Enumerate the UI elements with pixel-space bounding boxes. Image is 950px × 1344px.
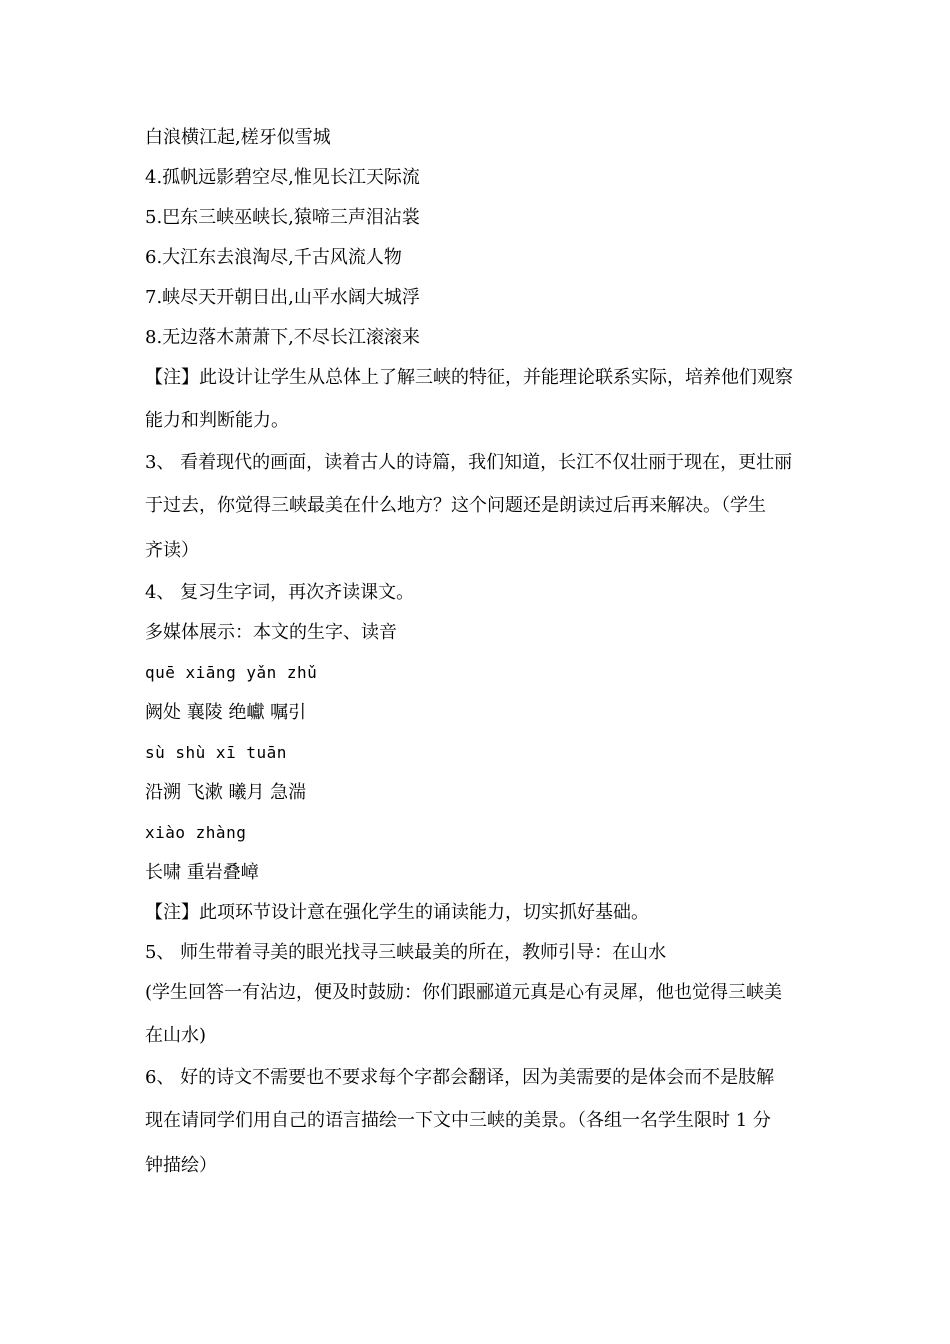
item-6-row-3: 钟描绘） <box>145 1155 217 1176</box>
poem-line-3: 5.巴东三峡巫峡长,猿啼三声泪沾裳 <box>145 207 420 228</box>
item-5-row-2: (学生回答一有沾边，便及时鼓励：你们跟郦道元真是心有灵犀，他也觉得三峡美 <box>145 982 783 1003</box>
item-3-row-1: 3、 看着现代的画面，读着古人的诗篇，我们知道，长江不仅壮丽于现在，更壮丽 <box>145 452 793 473</box>
item-6-row-2: 现在请同学们用自己的语言描绘一下文中三峡的美景。（各组一名学生限时 1 分 <box>145 1110 771 1131</box>
note-paragraph-1 <box>145 358 815 443</box>
note-1-row-1: 【注】此设计让学生从总体上了解三峡的特征，并能理论联系实际，培养他们观察 <box>145 367 793 388</box>
item-6-row-1: 6、 好的诗文不需要也不要求每个字都会翻译，因为美需要的是体会而不是肢解 <box>145 1067 775 1088</box>
poem-line-2: 4.孤帆远影碧空尽,惟见长江天际流 <box>145 167 420 188</box>
poem-line-6: 8.无边落木萧萧下,不尽长江滚滚来 <box>145 327 420 348</box>
vocab-line-2: 沿溯 飞漱 曦月 急湍 <box>145 782 307 803</box>
pinyin-line-2: sù shù xī tuān <box>145 743 287 762</box>
item-5-paragraph <box>145 933 815 1058</box>
poem-line-1: 白浪横江起,槎牙似雪城 <box>145 127 331 148</box>
item-6-paragraph <box>145 1058 815 1188</box>
item-5-row-3: 在山水) <box>145 1025 207 1046</box>
item-3-paragraph <box>145 443 815 573</box>
item-4-line: 4、 复习生字词，再次齐读课文。 <box>145 582 415 603</box>
vocab-line-1: 阙处 襄陵 绝巘 嘱引 <box>145 702 307 723</box>
media-line: 多媒体展示：本文的生字、读音 <box>145 622 397 643</box>
note-paragraph-2: 【注】此项环节设计意在强化学生的诵读能力，切实抓好基础。 <box>145 902 649 923</box>
vocab-line-3: 长啸 重岩叠嶂 <box>145 862 259 883</box>
pinyin-line-3: xiào zhàng <box>145 823 247 842</box>
item-3-row-3: 齐读） <box>145 540 199 561</box>
note-1-row-2: 能力和判断能力。 <box>145 410 289 431</box>
document-body <box>145 118 815 1188</box>
pinyin-line-1: quē xiāng yǎn zhǔ <box>145 663 318 682</box>
poem-line-5: 7.峡尽天开朝日出,山平水阔大城浮 <box>145 287 420 308</box>
item-5-row-1: 5、 师生带着寻美的眼光找寻三峡最美的所在，教师引导：在山水 <box>145 942 667 963</box>
item-3-row-2: 于过去，你觉得三峡最美在什么地方？这个问题还是朗读过后再来解决。（学生 <box>145 495 766 516</box>
poem-line-4: 6.大江东去浪淘尽,千古风流人物 <box>145 247 402 268</box>
